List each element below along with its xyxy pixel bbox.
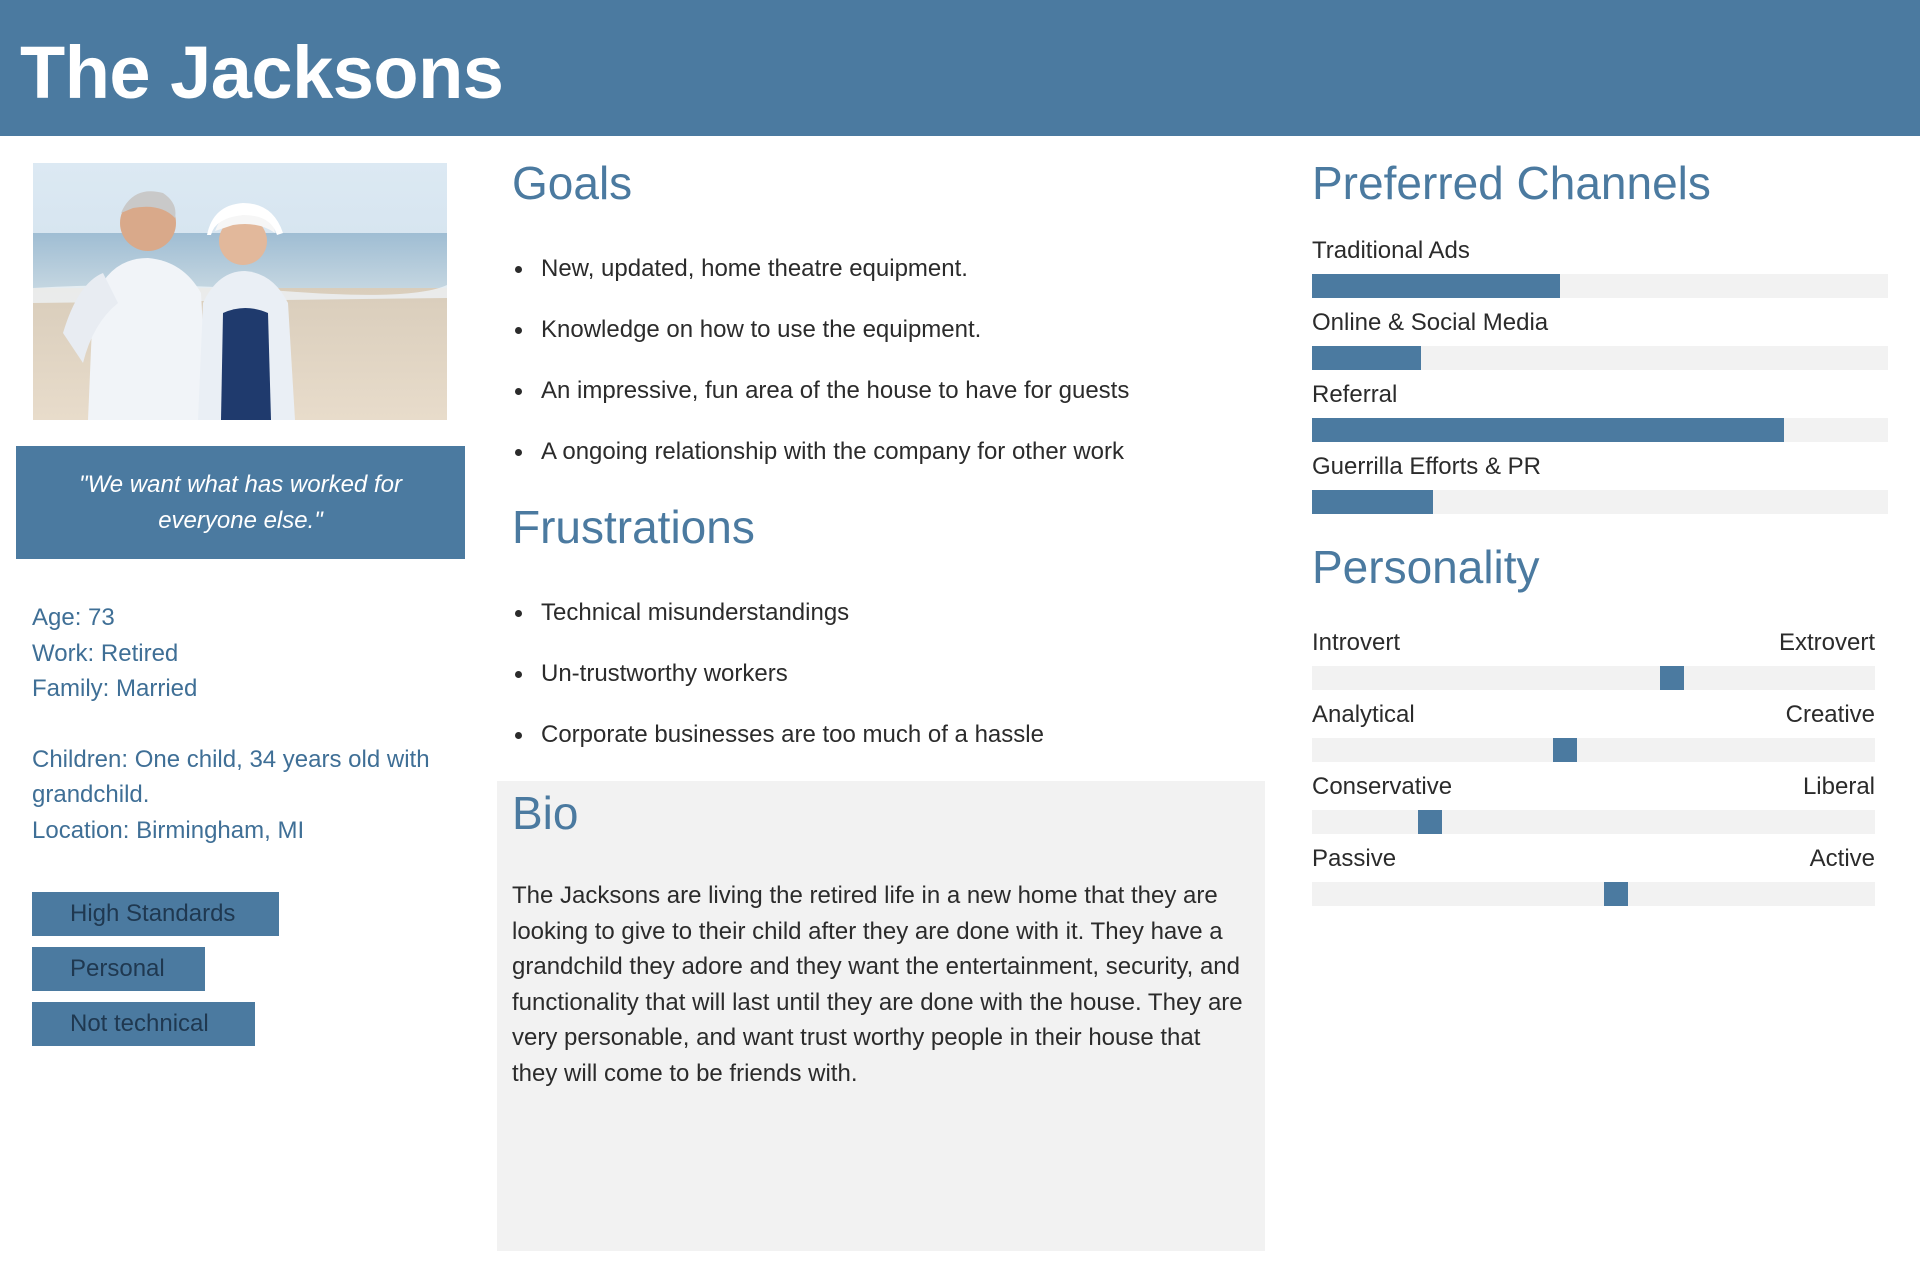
goals-title: Goals [512,157,633,209]
fact-family: Family: Married [32,675,198,702]
trait-slider-track [1312,666,1875,690]
bio-title: Bio [512,787,579,839]
tag-not-technical: Not technical [32,1002,255,1046]
persona-photo [33,163,447,420]
channel-bar-fill [1312,490,1433,514]
persona-facts [32,600,462,848]
trait-slider-marker [1553,738,1577,762]
page-title: The Jacksons [20,31,504,114]
tag-personal: Personal [32,947,205,991]
channel-bar-fill [1312,274,1560,298]
channel-label: Guerrilla Efforts & PR [1312,453,1541,480]
list-item: New, updated, home theatre equipment. [512,254,1272,315]
trait-left-label: Analytical [1312,701,1415,728]
trait-right-label: Extrovert [1778,629,1875,656]
bio-text: The Jacksons are living the retired life in a new home that they are looking to give to their child after they are done with it. They have a grandchild they adore and they want the entertainment, security, and functionality that will last until they are done with the house. They are very personable, and want trust worthy people in their house that they will come to be friends with. [512,882,1243,1087]
personality-row [1312,844,1875,906]
channel-bar-track [1312,490,1888,514]
personality-title: Personality [1312,541,1540,593]
goals-list [512,254,1272,498]
trait-slider-marker [1418,810,1442,834]
channel-label: Traditional Ads [1312,237,1470,264]
channel-bar-fill [1312,418,1784,442]
channel-row [1312,380,1888,442]
header-banner [0,0,1920,136]
personality-row [1312,772,1875,834]
trait-left-label: Conservative [1312,773,1453,800]
fact-location: Location: Birmingham, MI [32,816,305,844]
channel-row [1312,308,1888,370]
trait-left-label: Passive [1312,845,1397,872]
list-item: A ongoing relationship with the company for other work [512,437,1272,498]
channel-label: Online & Social Media [1312,309,1549,336]
channel-row [1312,452,1888,514]
trait-right-label: Liberal [1802,773,1875,800]
channel-bar-track [1312,346,1888,370]
list-item: Technical misunderstandings [512,598,1272,659]
list-item: Knowledge on how to use the equipment. [512,315,1272,376]
tag-high-standards: High Standards [32,892,279,936]
trait-right-label: Active [1809,845,1875,872]
channel-bar-track [1312,274,1888,298]
persona-quote: "We want what has worked for everyone else." [16,446,465,559]
trait-right-label: Creative [1785,701,1875,728]
trait-slider-marker [1660,666,1684,690]
trait-slider-marker [1604,882,1628,906]
trait-slider-track [1312,738,1875,762]
trait-left-label: Introvert [1312,629,1401,656]
list-item: An impressive, fun area of the house to have for guests [512,376,1272,437]
channel-bar-fill [1312,346,1421,370]
fact-work: Work: Retired [32,639,179,667]
frustrations-list [512,598,1272,781]
frustrations-title: Frustrations [512,501,755,553]
channels-title: Preferred Channels [1312,157,1711,209]
list-item: Un-trustworthy workers [512,659,1272,720]
personality-row [1312,628,1875,690]
channel-bar-track [1312,418,1888,442]
personality-row [1312,700,1875,762]
list-item: Corporate businesses are too much of a hassle [512,720,1272,781]
fact-age: Age: 73 [32,604,115,631]
trait-tags [32,892,279,1057]
channel-row [1312,236,1888,298]
trait-slider-track [1312,882,1875,906]
channel-label: Referral [1312,381,1398,408]
trait-slider-track [1312,810,1875,834]
fact-children: Children: One child, 34 years old with grandchild. [32,745,430,808]
